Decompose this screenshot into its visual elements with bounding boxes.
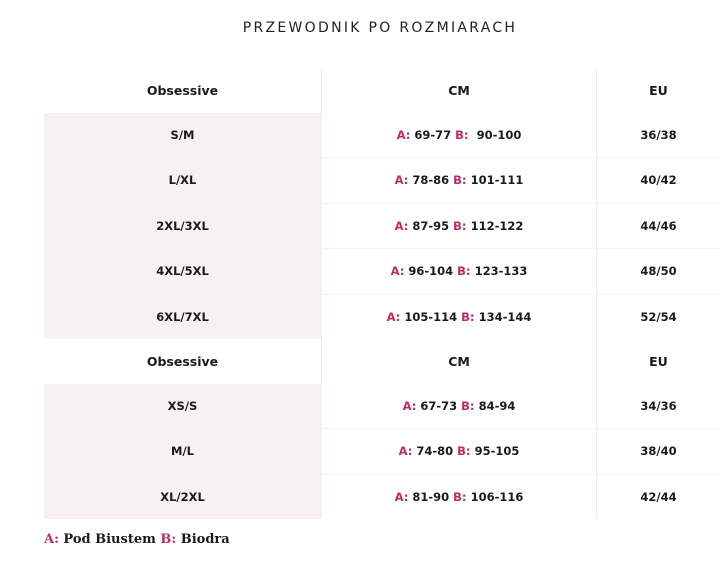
table-row [44, 384, 720, 429]
b-label: B: [455, 127, 469, 142]
legend-b-text: Biodra [180, 532, 230, 547]
header-eu: EU [596, 339, 720, 384]
table-row [44, 248, 720, 294]
b-value: 106-116 [470, 489, 524, 504]
b-label: B: [461, 309, 475, 324]
size-cell: S/M [44, 113, 321, 158]
a-label: A: [394, 173, 409, 188]
header-cm: CM [321, 339, 596, 384]
b-value: 101-111 [470, 173, 524, 188]
b-value: 95-105 [474, 444, 520, 459]
cm-cell [321, 113, 596, 158]
b-label: B: [453, 218, 467, 233]
b-label: B: [453, 489, 467, 504]
a-value: 105-114 [404, 309, 458, 324]
b-value: 90-100 [476, 127, 522, 142]
eu-cell: 48/50 [596, 249, 720, 294]
size-cell: XS/S [44, 384, 321, 429]
b-value: 134-144 [478, 309, 532, 324]
a-value: 78-86 [412, 173, 450, 188]
size-cell: XL/2XL [44, 475, 321, 520]
cm-cell [321, 429, 596, 474]
table-header-row [44, 339, 720, 384]
b-label: B: [457, 264, 471, 279]
a-label: A: [394, 218, 409, 233]
table-row [44, 157, 720, 203]
table-row [44, 428, 720, 474]
a-label: A: [396, 127, 411, 142]
eu-cell: 36/38 [596, 113, 720, 158]
cm-cell [321, 249, 596, 294]
eu-cell: 34/36 [596, 384, 720, 429]
cm-cell [321, 204, 596, 249]
b-label: B: [461, 398, 475, 413]
eu-cell: 44/46 [596, 204, 720, 249]
cm-cell [321, 384, 596, 429]
a-label: A: [390, 264, 405, 279]
size-cell: L/XL [44, 158, 321, 203]
header-cm: CM [321, 68, 596, 113]
a-label: A: [386, 309, 401, 324]
size-cell: 2XL/3XL [44, 204, 321, 249]
cm-cell [321, 475, 596, 520]
eu-cell: 40/42 [596, 158, 720, 203]
table-header-row [44, 68, 720, 113]
b-value: 123-133 [474, 264, 528, 279]
table-row [44, 113, 720, 158]
header-eu: EU [596, 68, 720, 113]
legend [44, 532, 230, 547]
cm-cell [321, 158, 596, 203]
size-cell: 4XL/5XL [44, 249, 321, 294]
eu-cell: 52/54 [596, 295, 720, 340]
a-label: A: [394, 489, 409, 504]
a-value: 96-104 [408, 264, 454, 279]
page-title: PRZEWODNIK PO ROZMIARACH [242, 20, 518, 36]
b-label: B: [457, 444, 471, 459]
cm-cell [321, 295, 596, 340]
b-value: 84-94 [478, 398, 516, 413]
size-cell: M/L [44, 429, 321, 474]
b-value: 112-122 [470, 218, 524, 233]
header-brand: Obsessive [146, 82, 219, 98]
a-value: 69-77 [414, 127, 452, 142]
size-table [44, 68, 720, 519]
table-row [44, 203, 720, 249]
a-value: 74-80 [416, 444, 454, 459]
legend-a-text: Pod Biustem [63, 532, 156, 547]
legend-b-label: B: [160, 532, 177, 547]
a-label: A: [402, 398, 417, 413]
a-value: 87-95 [412, 218, 450, 233]
legend-a-label: A: [44, 532, 59, 547]
eu-cell: 42/44 [596, 475, 720, 520]
table-row [44, 294, 720, 340]
eu-cell: 38/40 [596, 429, 720, 474]
a-value: 67-73 [420, 398, 458, 413]
size-cell: 6XL/7XL [44, 295, 321, 340]
header-brand: Obsessive [146, 353, 219, 369]
table-row [44, 474, 720, 520]
a-value: 81-90 [412, 489, 450, 504]
a-label: A: [398, 444, 413, 459]
b-label: B: [453, 173, 467, 188]
